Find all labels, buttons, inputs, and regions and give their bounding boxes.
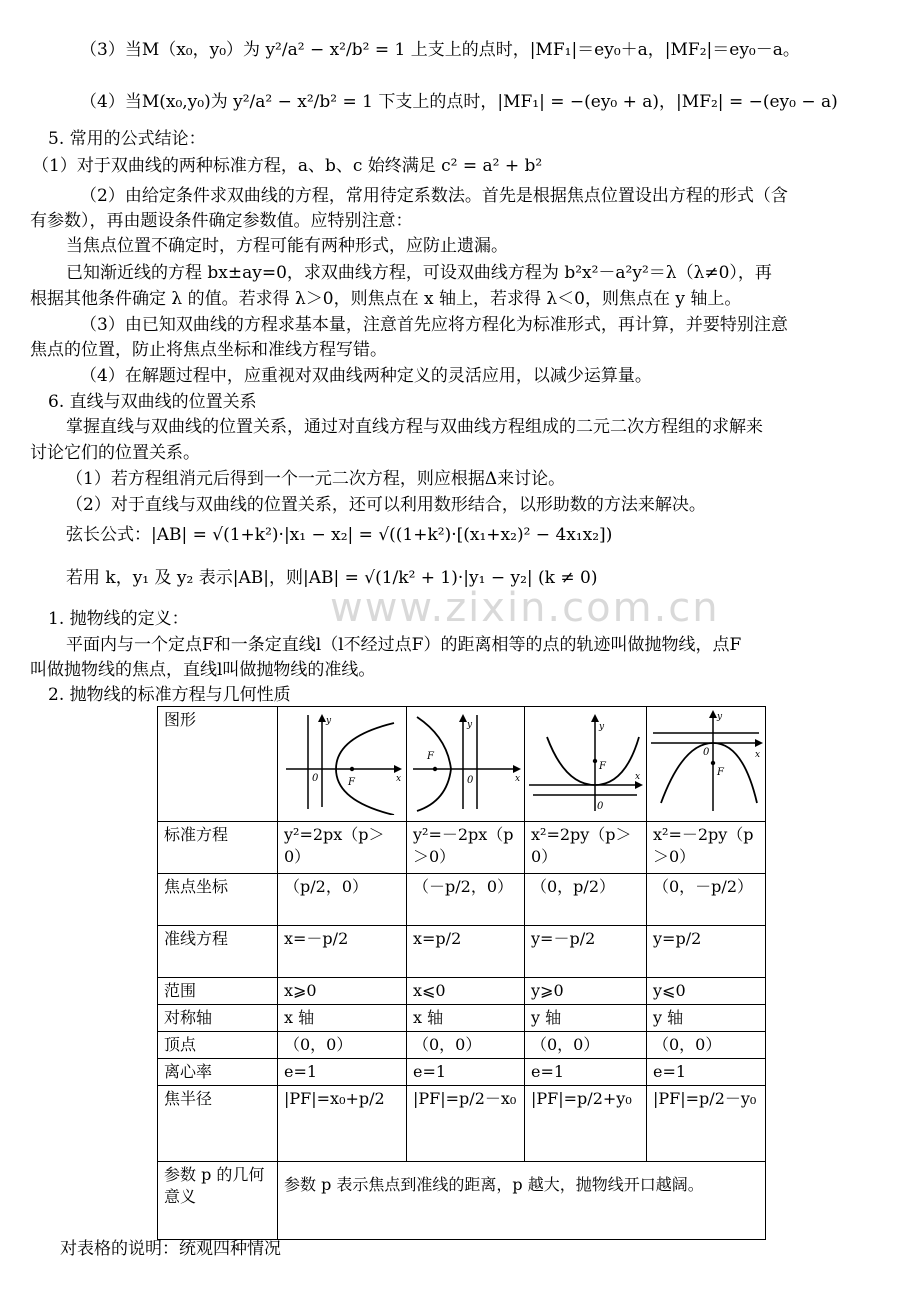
table-cell: （0，p/2） xyxy=(525,874,647,926)
table-row xyxy=(158,822,766,874)
text-line: 焦点的位置，防止将焦点坐标和准线方程写错。 xyxy=(30,340,387,360)
section-heading: 5. 常用的公式结论： xyxy=(48,129,206,149)
table-cell: |PF|=p/2－x₀ xyxy=(407,1086,525,1162)
table-cell: |PF|=p/2+y₀ xyxy=(525,1086,647,1162)
table-cell: x=p/2 xyxy=(407,926,525,978)
parabola-up-figure xyxy=(525,707,647,815)
table-cell: 参数 p 表示焦点到准线的距离，p 越大，抛物线开口越阔。 xyxy=(278,1162,766,1240)
parabola-properties-table xyxy=(157,706,766,1240)
table-cell: x²=－2py（p＞0） xyxy=(647,822,766,874)
text-line: （4）当M(x₀,y₀)为 y²/a² − x²/b² = 1 下支上的点时，|MF₁| = −(ey₀ + a)，|MF₂| = −(ey₀ − a) xyxy=(80,92,838,112)
row-label: 标准方程 xyxy=(158,822,278,874)
focus-label: F xyxy=(717,767,724,778)
table-row xyxy=(158,707,766,822)
text-line: 讨论它们的位置关系。 xyxy=(30,443,200,463)
row-label: 范围 xyxy=(158,978,278,1005)
text-line: （4）在解题过程中，应重视对双曲线两种定义的灵活应用，以减少运算量。 xyxy=(80,366,652,386)
table-cell: |PF|=x₀+p/2 xyxy=(278,1086,407,1162)
table-cell: y 轴 xyxy=(525,1005,647,1032)
row-label: 参数 p 的几何意义 xyxy=(158,1162,278,1240)
row-label: 图形 xyxy=(158,707,278,822)
table-cell: x 轴 xyxy=(407,1005,525,1032)
table-cell: （0，0） xyxy=(407,1032,525,1059)
figure-cell xyxy=(647,707,766,822)
table-row xyxy=(158,926,766,978)
row-label: 准线方程 xyxy=(158,926,278,978)
text-line: （2）由给定条件求双曲线的方程，常用待定系数法。首先是根据焦点位置设出方程的形式（含 xyxy=(80,186,788,206)
table-cell: y=－p/2 xyxy=(525,926,647,978)
text-line: 平面内与一个定点F和一条定直线l（l不经过点F）的距离相等的点的轨迹叫做抛物线，点F xyxy=(66,635,742,655)
origin-label: 0 xyxy=(597,801,604,812)
table-cell: x²=2py（p＞0） xyxy=(525,822,647,874)
text-line: （3）由已知双曲线的方程求基本量，注意首先应将方程化为标准形式，再计算，并要特别注意 xyxy=(80,315,788,335)
parabola-down-figure xyxy=(647,707,766,815)
focus-label: F xyxy=(348,777,355,788)
watermark: www.zixin.com.cn xyxy=(330,585,720,631)
parabola-left-figure xyxy=(407,707,525,815)
table-row xyxy=(158,1086,766,1162)
table-cell: |PF|=p/2－y₀ xyxy=(647,1086,766,1162)
parabola-right-figure xyxy=(278,707,407,815)
table-cell: e=1 xyxy=(278,1059,407,1086)
x-axis-label: x xyxy=(635,772,641,782)
row-label: 顶点 xyxy=(158,1032,278,1059)
table-cell: y²=2px（p＞0） xyxy=(278,822,407,874)
table-cell: y²=－2px（p＞0） xyxy=(407,822,525,874)
x-axis-label: x xyxy=(515,774,521,784)
table-cell: （0，－p/2） xyxy=(647,874,766,926)
text-line: 叫做抛物线的焦点，直线l叫做抛物线的准线。 xyxy=(30,660,376,680)
footer-note: 对表格的说明：统观四种情况 xyxy=(60,1239,281,1259)
table-cell: e=1 xyxy=(647,1059,766,1086)
section-heading: 1. 抛物线的定义： xyxy=(48,609,189,629)
text-line: 根据其他条件确定 λ 的值。若求得 λ＞0，则焦点在 x 轴上，若求得 λ＜0，则焦点在 y 轴上。 xyxy=(30,289,742,309)
text-line: 已知渐近线的方程 bx±ay=0，求双曲线方程，可设双曲线方程为 b²x²－a²y²＝λ（λ≠0），再 xyxy=(66,263,772,283)
table-cell: e=1 xyxy=(407,1059,525,1086)
table-cell: e=1 xyxy=(525,1059,647,1086)
text-line: （1）若方程组消元后得到一个一元二次方程，则应根据Δ来讨论。 xyxy=(66,469,566,489)
table-cell: x=－p/2 xyxy=(278,926,407,978)
y-axis-label: y xyxy=(326,716,332,726)
y-axis-label: y xyxy=(599,722,605,732)
origin-label: 0 xyxy=(312,773,319,784)
figure-cell xyxy=(278,707,407,822)
formula-line: 弦长公式：|AB| = √(1+k²)·|x₁ − x₂| = √((1+k²)·[(x₁+x₂)² − 4x₁x₂]) xyxy=(66,525,613,545)
text-line: （3）当M（x₀，y₀）为 y²/a² − x²/b² = 1 上支上的点时，|MF₁|＝ey₀＋a，|MF₂|＝ey₀－a。 xyxy=(80,40,800,60)
table-row xyxy=(158,978,766,1005)
table-cell: x⩽0 xyxy=(407,978,525,1005)
focus-label: F xyxy=(427,751,434,762)
row-label: 对称轴 xyxy=(158,1005,278,1032)
table-cell: y=p/2 xyxy=(647,926,766,978)
figure-cell xyxy=(407,707,525,822)
section-heading: 6. 直线与双曲线的位置关系 xyxy=(48,392,257,412)
row-label: 离心率 xyxy=(158,1059,278,1086)
figure-cell xyxy=(525,707,647,822)
table-cell: x⩾0 xyxy=(278,978,407,1005)
table-cell: （0，0） xyxy=(525,1032,647,1059)
text-line: （2）对于直线与双曲线的位置关系，还可以利用数形结合，以形助数的方法来解决。 xyxy=(66,495,706,515)
x-axis-label: x xyxy=(755,750,761,760)
table-cell: （0，0） xyxy=(278,1032,407,1059)
text-line: 掌握直线与双曲线的位置关系，通过对直线方程与双曲线方程组成的二元二次方程组的求解来 xyxy=(66,417,763,437)
formula-line: 若用 k，y₁ 及 y₂ 表示|AB|，则|AB| = √(1/k² + 1)·|y₁ − y₂| (k ≠ 0) xyxy=(66,568,598,588)
y-axis-label: y xyxy=(467,720,473,730)
table-row xyxy=(158,1032,766,1059)
table-row xyxy=(158,1059,766,1086)
text-line: （1）对于双曲线的两种标准方程，a、b、c 始终满足 c² = a² + b² xyxy=(32,156,543,176)
table-cell: y⩽0 xyxy=(647,978,766,1005)
text-line: 当焦点位置不确定时，方程可能有两种形式，应防止遗漏。 xyxy=(66,236,508,256)
table-row xyxy=(158,874,766,926)
focus-label: F xyxy=(599,761,606,772)
table-cell: x 轴 xyxy=(278,1005,407,1032)
text-line: 有参数），再由题设条件确定参数值。应特别注意： xyxy=(30,211,413,231)
x-axis-label: x xyxy=(396,774,402,784)
table-cell: （p/2，0） xyxy=(278,874,407,926)
row-label: 焦点坐标 xyxy=(158,874,278,926)
table-cell: y⩾0 xyxy=(525,978,647,1005)
table-row xyxy=(158,1162,766,1240)
section-heading: 2. 抛物线的标准方程与几何性质 xyxy=(48,685,291,705)
table-cell: （－p/2，0） xyxy=(407,874,525,926)
table-cell: （0，0） xyxy=(647,1032,766,1059)
row-label: 焦半径 xyxy=(158,1086,278,1162)
origin-label: 0 xyxy=(703,747,710,758)
table-row xyxy=(158,1005,766,1032)
origin-label: 0 xyxy=(467,775,474,786)
y-axis-label: y xyxy=(717,712,723,722)
table-cell: y 轴 xyxy=(647,1005,766,1032)
